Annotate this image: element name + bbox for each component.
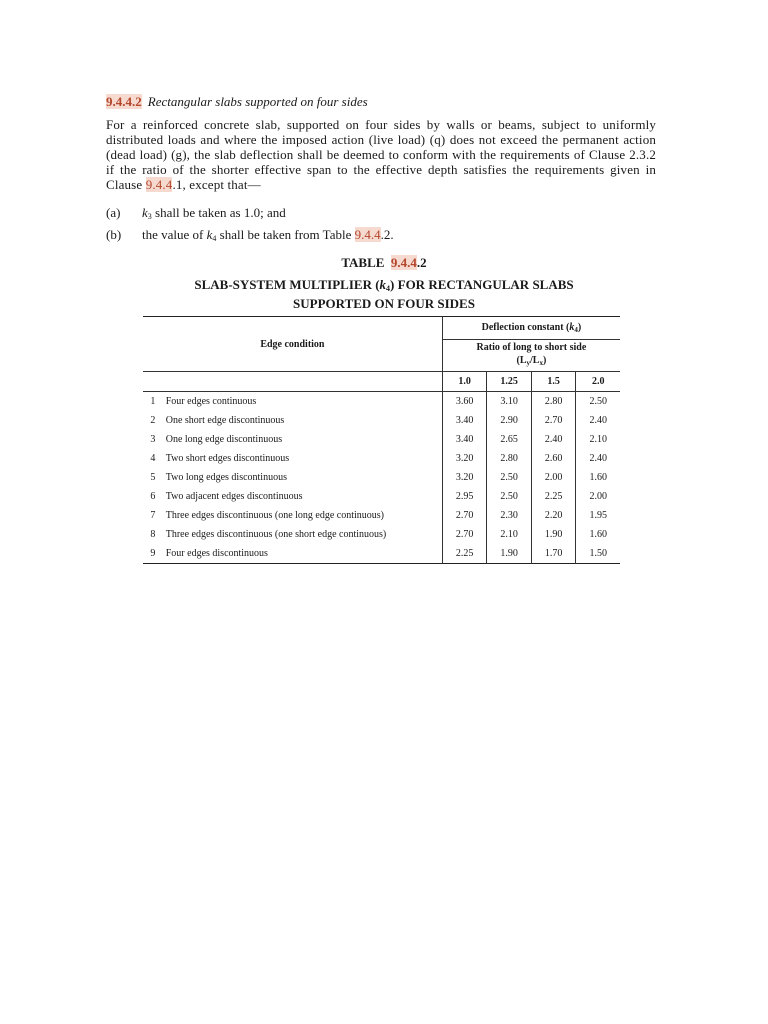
deflection-value: 2.10 bbox=[487, 525, 532, 544]
deflection-value: 3.10 bbox=[487, 392, 532, 412]
table-label-suffix: .2 bbox=[416, 255, 427, 270]
table-row bbox=[143, 430, 620, 449]
k-subscript: 4 bbox=[212, 234, 217, 243]
edge-condition: Two adjacent edges discontinuous bbox=[165, 491, 303, 502]
deflection-value: 2.30 bbox=[487, 506, 532, 525]
edge-condition: Three edges discontinuous (one long edge continuous) bbox=[165, 510, 385, 521]
deflection-value: 2.10 bbox=[576, 430, 620, 449]
row-number: 5 bbox=[150, 472, 156, 483]
table-body bbox=[143, 392, 620, 564]
deflection-value: 2.80 bbox=[487, 449, 532, 468]
table-row bbox=[143, 487, 620, 506]
clause-reference: 9.4.4 bbox=[145, 177, 173, 192]
paragraph-text-2: .1, except that— bbox=[172, 177, 261, 192]
list-item-b bbox=[106, 227, 394, 243]
body-paragraph bbox=[106, 117, 656, 192]
row-number: 4 bbox=[150, 453, 156, 464]
deflection-value: 2.40 bbox=[576, 449, 620, 468]
deflection-value: 2.40 bbox=[531, 430, 576, 449]
table-reference: 9.4.4 bbox=[354, 227, 381, 242]
edge-condition: Four edges discontinuous bbox=[165, 548, 268, 559]
ratio-header-text: ) bbox=[542, 355, 547, 366]
deflection-value: 2.00 bbox=[531, 468, 576, 487]
edge-condition: One long edge discontinuous bbox=[165, 434, 283, 445]
edge-condition: Two short edges discontinuous bbox=[165, 453, 290, 464]
deflection-value: 2.25 bbox=[531, 487, 576, 506]
deflection-value: 2.50 bbox=[487, 468, 532, 487]
deflection-value: 2.50 bbox=[576, 392, 620, 412]
deflection-value: 3.20 bbox=[442, 468, 487, 487]
list-text-b-1: the value of bbox=[142, 227, 207, 242]
table-title bbox=[0, 277, 768, 311]
section-heading bbox=[106, 94, 368, 110]
table-row bbox=[143, 525, 620, 544]
edge-condition: Two long edges discontinuous bbox=[165, 472, 287, 483]
deflection-value: 2.95 bbox=[442, 487, 487, 506]
k-subscript: 4 bbox=[386, 284, 391, 293]
row-number: 8 bbox=[150, 529, 156, 540]
table-row bbox=[143, 392, 620, 412]
ratio-column-header: 1.5 bbox=[531, 372, 576, 392]
deflection-value: 2.20 bbox=[531, 506, 576, 525]
list-text-b-2: shall be taken from Table bbox=[216, 227, 355, 242]
ratio-column-header: 2.0 bbox=[576, 372, 620, 392]
table-title-text: SLAB-SYSTEM MULTIPLIER ( bbox=[194, 277, 380, 292]
deflection-constant-header bbox=[442, 317, 620, 340]
deflection-value: 2.70 bbox=[531, 411, 576, 430]
blank-cell bbox=[143, 372, 163, 392]
table-label-prefix: TABLE bbox=[341, 255, 385, 270]
deflection-value: 2.80 bbox=[531, 392, 576, 412]
deflection-value: 1.60 bbox=[576, 468, 620, 487]
row-number: 2 bbox=[150, 415, 156, 426]
list-label-a: (a) bbox=[106, 205, 121, 220]
deflection-value: 3.20 bbox=[442, 449, 487, 468]
section-title: Rectangular slabs supported on four sides bbox=[147, 94, 368, 109]
k-symbol: k bbox=[142, 205, 148, 220]
list-text-b-3: .2. bbox=[380, 227, 394, 242]
deflection-value: 1.70 bbox=[531, 544, 576, 564]
k-symbol: k bbox=[569, 322, 575, 333]
deflection-value: 1.90 bbox=[487, 544, 532, 564]
ratio-header-text: /L bbox=[530, 355, 540, 366]
row-number: 3 bbox=[150, 434, 156, 445]
deflection-value: 3.40 bbox=[442, 430, 487, 449]
ratio-subscript: x bbox=[539, 359, 543, 367]
deflection-header-text: ) bbox=[577, 322, 582, 333]
ratio-header-line-1: Ratio of long to short side bbox=[476, 342, 587, 353]
ratio-subscript: y bbox=[526, 359, 531, 367]
k-symbol: k bbox=[379, 277, 387, 292]
deflection-value: 3.60 bbox=[442, 392, 487, 412]
table-label-ref: 9.4.4 bbox=[390, 255, 417, 270]
deflection-value: 2.65 bbox=[487, 430, 532, 449]
ratio-header-text: (L bbox=[516, 355, 527, 366]
row-number: 6 bbox=[150, 491, 156, 502]
deflection-value: 2.70 bbox=[442, 506, 487, 525]
deflection-value: 3.40 bbox=[442, 411, 487, 430]
k-symbol: k bbox=[206, 227, 213, 242]
table-title-text: ) FOR RECTANGULAR SLABS bbox=[390, 277, 574, 292]
deflection-value: 1.50 bbox=[576, 544, 620, 564]
edge-condition-header: Edge condition bbox=[260, 338, 325, 350]
list-item-a bbox=[106, 205, 286, 221]
table-row bbox=[143, 468, 620, 487]
slab-multiplier-table bbox=[143, 316, 620, 564]
deflection-value: 2.00 bbox=[576, 487, 620, 506]
deflection-value: 2.50 bbox=[487, 487, 532, 506]
table-row bbox=[143, 411, 620, 430]
blank-cell bbox=[163, 372, 443, 392]
ratio-column-header: 1.25 bbox=[487, 372, 532, 392]
ratio-header bbox=[442, 340, 620, 372]
table-title-line-2: SUPPORTED ON FOUR SIDES bbox=[293, 296, 475, 311]
row-number: 7 bbox=[150, 510, 156, 521]
table-row bbox=[143, 449, 620, 468]
row-number: 1 bbox=[150, 396, 156, 407]
edge-condition: One short edge discontinuous bbox=[165, 415, 285, 426]
ratio-column-header: 1.0 bbox=[442, 372, 487, 392]
list-label-b: (b) bbox=[106, 227, 122, 242]
deflection-header-text: Deflection constant ( bbox=[481, 322, 570, 333]
deflection-value: 2.25 bbox=[442, 544, 487, 564]
deflection-value: 2.40 bbox=[576, 411, 620, 430]
table-row bbox=[143, 506, 620, 525]
table-label bbox=[0, 255, 768, 271]
paragraph-text-1: For a reinforced concrete slab, supported on four sides by walls or beams, subject to uniformly distributed loads and where the imposed action (live load) (q) does not exceed the permanent action (dead load) (g), the slab deflection shall be deemed to conform with the requirements of Clause 2.3.2 if the ratio of the shorter effective span to the effective depth satisfies the requirements given in Clause bbox=[106, 117, 656, 192]
deflection-value: 2.70 bbox=[442, 525, 487, 544]
deflection-value: 2.60 bbox=[531, 449, 576, 468]
table-row bbox=[143, 544, 620, 564]
edge-condition: Three edges discontinuous (one short edge continuous) bbox=[165, 529, 387, 540]
k-subscript: 4 bbox=[574, 326, 578, 334]
list-text-a: shall be taken as 1.0; and bbox=[151, 205, 286, 220]
deflection-value: 1.90 bbox=[531, 525, 576, 544]
deflection-value: 1.95 bbox=[576, 506, 620, 525]
section-number: 9.4.4.2 bbox=[106, 94, 142, 109]
row-number: 9 bbox=[150, 548, 156, 559]
k-subscript: 3 bbox=[147, 212, 152, 221]
deflection-value: 1.60 bbox=[576, 525, 620, 544]
edge-condition: Four edges continuous bbox=[165, 396, 257, 407]
deflection-value: 2.90 bbox=[487, 411, 532, 430]
